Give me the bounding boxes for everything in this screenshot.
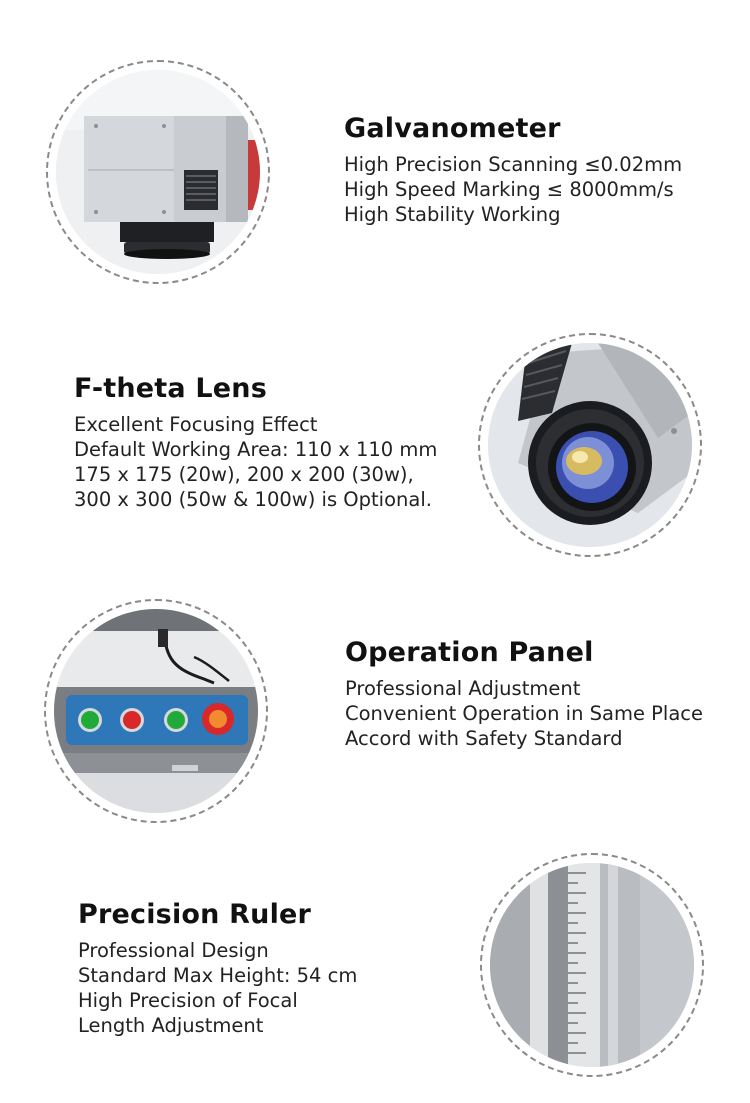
precision-ruler-image-frame: [480, 853, 704, 1077]
operation-panel-image-frame: [44, 599, 268, 823]
operation-panel-line-2: Convenient Operation in Same Place: [345, 702, 703, 725]
f-theta-image-frame: [478, 333, 702, 557]
precision-ruler-photo: [490, 863, 694, 1067]
galvanometer-line-3: High Stability Working: [344, 203, 561, 226]
precision-ruler-line-2: Standard Max Height: 54 cm: [78, 964, 358, 987]
galvanometer-title: Galvanometer: [344, 113, 561, 144]
f-theta-line-2: Default Working Area: 110 x 110 mm: [74, 438, 438, 461]
precision-ruler-line-4: Length Adjustment: [78, 1014, 264, 1037]
precision-ruler-title: Precision Ruler: [78, 899, 312, 930]
f-theta-lens-photo: [488, 343, 692, 547]
operation-panel-title: Operation Panel: [345, 637, 594, 668]
precision-ruler-line-3: High Precision of Focal: [78, 989, 298, 1012]
f-theta-title: F-theta Lens: [74, 373, 267, 404]
f-theta-line-4: 300 x 300 (50w & 100w) is Optional.: [74, 488, 432, 511]
galvanometer-image-frame: [46, 60, 270, 284]
operation-panel-photo: [54, 609, 258, 813]
galvanometer-line-2: High Speed Marking ≤ 8000mm/s: [344, 178, 674, 201]
precision-ruler-line-1: Professional Design: [78, 939, 269, 962]
galvanometer-photo: [56, 70, 260, 274]
f-theta-line-1: Excellent Focusing Effect: [74, 413, 318, 436]
galvanometer-line-1: High Precision Scanning ≤0.02mm: [344, 153, 683, 176]
operation-panel-line-3: Accord with Safety Standard: [345, 727, 623, 750]
f-theta-line-3: 175 x 175 (20w), 200 x 200 (30w),: [74, 463, 414, 486]
operation-panel-line-1: Professional Adjustment: [345, 677, 581, 700]
